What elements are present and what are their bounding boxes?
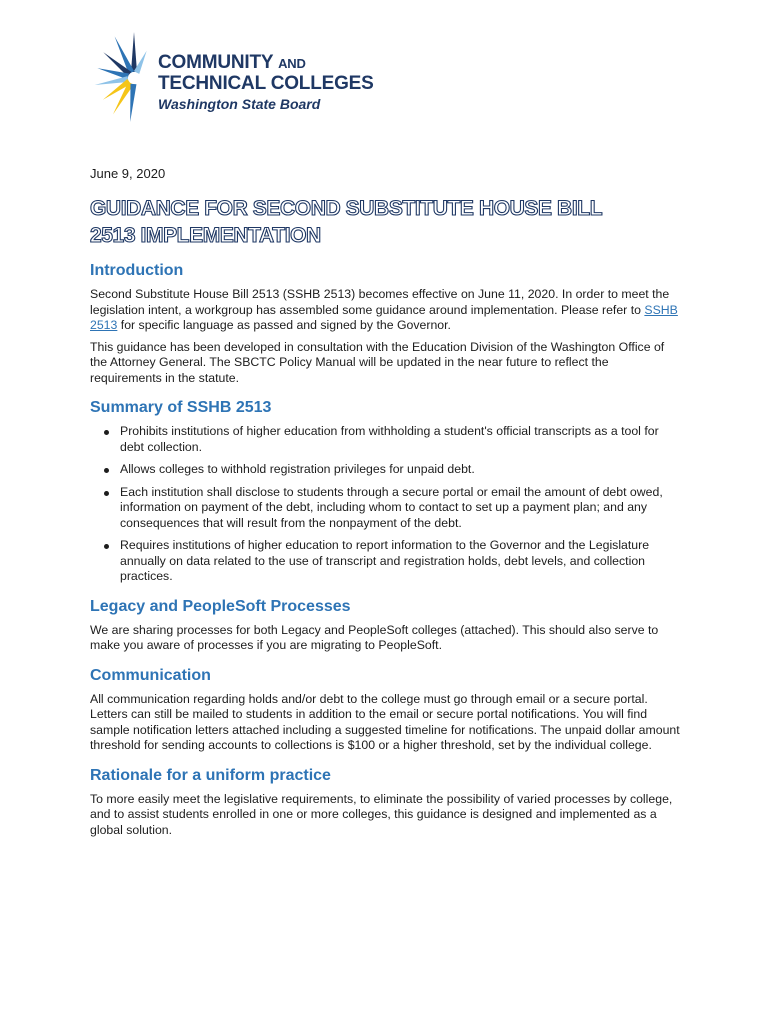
summary-heading: Summary of SSHB 2513 — [90, 399, 272, 416]
document-body — [90, 166, 680, 844]
rationale-heading: Rationale for a uniform practice — [90, 766, 331, 784]
logo-line-3: Washington State Board — [158, 96, 321, 112]
title-line-1: GUIDANCE FOR SECOND SUBSTITUTE HOUSE BILL — [90, 197, 603, 220]
logo-line-1: COMMUNITY AND — [158, 52, 306, 73]
list-item: Requires institutions of higher education to report information to the Governor and the Legislature annually on data related to the use of transcript and registration holds, debt levels, and collection practices. — [90, 538, 680, 585]
document-date: June 9, 2020 — [90, 166, 166, 181]
bullet-icon — [104, 468, 109, 473]
bullet-icon — [104, 491, 109, 496]
bullet-icon — [104, 430, 109, 435]
logo-line-2: TECHNICAL COLLEGES — [158, 73, 374, 94]
document-title — [90, 195, 680, 249]
sbctc-logo — [92, 28, 392, 124]
title-line-2: 2513 IMPLEMENTATION — [90, 224, 321, 247]
starburst-logo-icon — [92, 28, 156, 124]
introduction-heading: Introduction — [90, 262, 184, 279]
legacy-heading: Legacy and PeopleSoft Processes — [90, 597, 351, 615]
list-item: Allows colleges to withhold registration privileges for unpaid debt. — [90, 462, 680, 478]
list-item: Each institution shall disclose to students through a secure portal or email the amount of debt owed, information on payment of the debt, including whom to contact to set up a payment plan; and any consequences that will result from the nonpayment of the debt. — [90, 485, 680, 532]
summary-list — [90, 424, 680, 585]
communication-heading: Communication — [90, 666, 211, 684]
introduction-paragraph-2: This guidance has been developed in consultation with the Education Division of the Washington Office of the Attorney General. The SBCTC Policy Manual will be updated in the near future to reflect the requirements in the statute. — [90, 339, 665, 385]
communication-paragraph: All communication regarding holds and/or debt to the college must go through email or a secure portal. Letters can still be mailed to students in addition to the email or secure portal notifications. You will find sample notification letters attached including a suggested timeline for notifications. The unpaid dollar amount threshold for sending accounts to collections is $100 or a higher threshold, set by the individual college. — [90, 691, 680, 752]
introduction-paragraph-1: Second Substitute House Bill 2513 (SSHB 2513) becomes effective on June 11, 2020. In order to meet the legislation intent, a workgroup has assembled some guidance around implementation. Please refer to SSHB 2513 for specific language as passed and signed by the Governor. — [90, 287, 678, 332]
bullet-icon — [104, 544, 109, 549]
legacy-paragraph: We are sharing processes for both Legacy and PeopleSoft colleges (attached). This should also serve to make you aware of processes if you are migrating to PeopleSoft. — [90, 622, 659, 652]
rationale-paragraph: To more easily meet the legislative requirements, to eliminate the possibility of varied processes by college, and to assist students enrolled in one or more colleges, this guidance is designed and implemented as a global solution. — [90, 791, 673, 837]
list-item: Prohibits institutions of higher education from withholding a student's official transcripts as a tool for debt collection. — [90, 424, 680, 455]
sshb-2513-link[interactable]: SSHB 2513 — [90, 302, 678, 332]
